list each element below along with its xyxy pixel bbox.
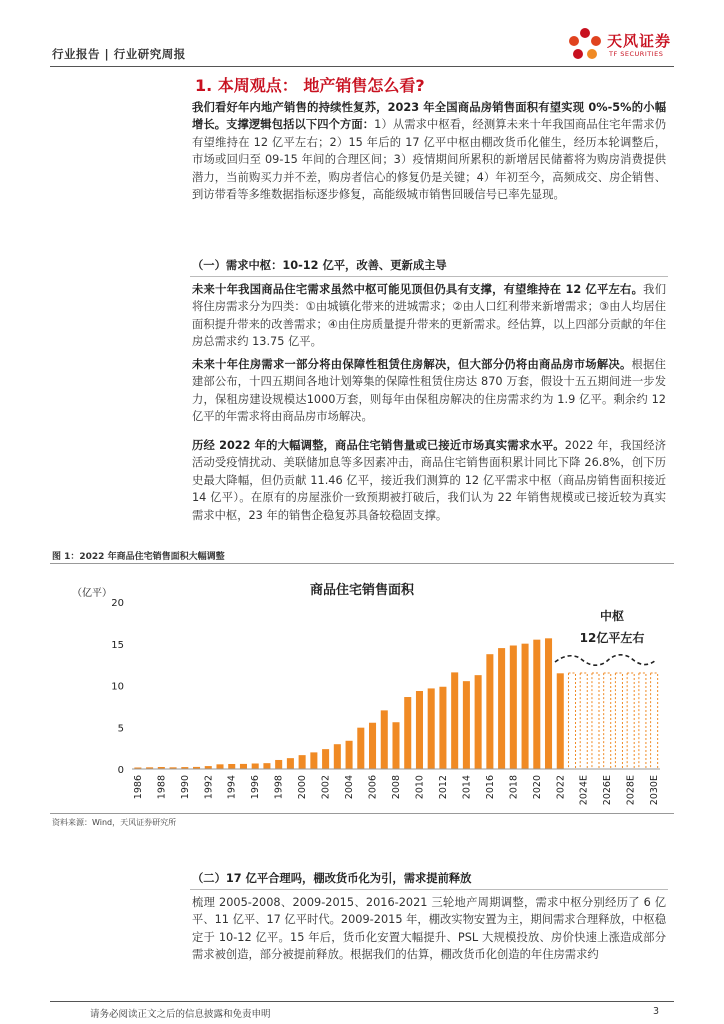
chart-bar xyxy=(310,752,317,769)
chart-x-tick-label: 1992 xyxy=(203,775,215,800)
page-number: 3 xyxy=(653,1006,660,1017)
chart-x-tick-label: 2008 xyxy=(391,775,402,800)
sub1-p1-bold: 未来十年我国商品住宅需求虽然中枢可能见顶但仍具有支撑，有望维持在 12 亿平左右。 xyxy=(192,283,644,296)
footer-disclaimer: 请务必阅读正文之后的信息披露和免责申明 xyxy=(90,1009,271,1020)
logo-text-cn: 天风证券 xyxy=(607,32,672,50)
chart-bar xyxy=(545,638,552,769)
chart-bar-forecast xyxy=(568,673,575,769)
figure-top-divider xyxy=(50,563,674,564)
brand-logo xyxy=(565,24,675,66)
figure-source: 资料来源：Wind，天风证券研究所 xyxy=(52,818,177,827)
chart-bar xyxy=(475,675,482,769)
chart-bar xyxy=(322,749,329,769)
chart-bar xyxy=(498,648,505,769)
sub1-title: （一）需求中枢：10-12 亿平，改善、更新成主导 xyxy=(192,259,447,272)
header-report-type: 行业报告 | 行业研究周报 xyxy=(52,47,186,61)
chart-bar xyxy=(392,722,399,769)
chart-bar xyxy=(228,764,235,769)
chart-x-tick-label: 2016 xyxy=(484,775,496,800)
chart-bar-forecast xyxy=(580,673,587,769)
sub1-p3-bold: 历经 2022 年的大幅调整，商品住宅销售量或已接近市场真实需求水平。 xyxy=(192,439,565,452)
chart-y-tick-label: 5 xyxy=(117,723,124,735)
footer-divider xyxy=(50,1001,674,1002)
chart-bar xyxy=(451,672,458,769)
chart-bar xyxy=(346,741,353,769)
chart-x-tick-label: 2010 xyxy=(414,775,426,800)
intro-bold: 我们看好年内地产销售的持续性复苏，2023 年全国商品房销售面积有望实现 0%-5%的小幅增长。支撑逻辑包括以下四个方面： xyxy=(192,101,666,132)
sub1-p3-text: 2022 年，我国经济活动受疫情扰动、美联储加息等多因素冲击，商品住宅销售面积累计同比下降 26.8%，创下历史最大降幅，但仍贡献 11.46 亿平，接近我们测算的 12 亿平需求中枢（商品房销售面积接近 14 亿平）。在原有的房屋涨价一致预期被打破后，我们认为 22 年销售规模或已接近较为真实需求中枢，23 年的销售企稳复苏具备较稳固支撑。 xyxy=(192,439,667,522)
chart-x-tick-label: 1996 xyxy=(250,775,262,800)
chart-x-tick-label: 1988 xyxy=(156,775,168,800)
chart-bar xyxy=(299,755,306,769)
chart-x-tick-label: 1990 xyxy=(179,775,191,800)
chart-x-tick-label: 2004 xyxy=(344,775,356,800)
sales-area-chart xyxy=(50,570,674,812)
chart-bar xyxy=(369,723,376,769)
chart-bar xyxy=(557,673,564,769)
chart-center-wave xyxy=(555,655,656,665)
sub2-paragraph-1: 梳理 2005-2008、2009-2015、2016-2021 三轮地产周期调整，需求中枢分别经历了 6 亿平、11 亿平、17 亿平时代。2009-2015 年，棚改实物安置为主，期间需求合理释放，中枢稳定于 10-12 亿平。15 年后，货币化安置大幅提升、PSL 大规模投放、房价快速上涨造成部分需求被创造，部分被提前释放。根据我们的估算，棚改货币化创造的年住房需求约 xyxy=(192,896,666,962)
chart-bar xyxy=(416,691,423,769)
chart-y-axis-label: （亿平） xyxy=(72,588,112,599)
chart-bar xyxy=(334,744,341,769)
chart-x-tick-label: 2028E xyxy=(625,775,637,806)
figure-caption: 图 1：2022 年商品住宅销售面积大幅调整 xyxy=(52,552,225,562)
chart-bar xyxy=(439,687,446,769)
chart-x-tick-label: 2018 xyxy=(508,775,520,800)
chart-bar-forecast xyxy=(639,673,646,769)
chart-y-tick-label: 20 xyxy=(111,598,124,609)
chart-x-tick-label: 1994 xyxy=(226,775,238,800)
sub1-p2-bold: 未来十年住房需求一部分将由保障性租赁住房解决，但大部分仍将由商品房市场解决。 xyxy=(192,358,632,371)
intro-paragraph xyxy=(192,99,666,203)
chart-bar-forecast xyxy=(615,673,622,769)
chart-x-tick-label: 1986 xyxy=(132,775,144,800)
chart-bar xyxy=(381,710,388,769)
section-title: 1. 本周观点： 地产销售怎么看? xyxy=(195,76,425,95)
figure-bottom-divider xyxy=(50,813,674,814)
chart-bar xyxy=(463,681,470,769)
sub2-divider xyxy=(190,889,668,890)
logo-flower-icon xyxy=(565,24,605,64)
sub1-divider xyxy=(190,276,668,277)
chart-annotation-line-2: 12亿平左右 xyxy=(579,631,645,645)
chart-x-tick-label: 2006 xyxy=(367,775,379,800)
chart-x-tick-label: 2026E xyxy=(602,775,614,806)
chart-y-tick-label: 10 xyxy=(111,681,124,693)
chart-bar xyxy=(533,640,540,769)
sub1-paragraph-1 xyxy=(192,281,666,351)
chart-x-tick-label: 2030E xyxy=(649,775,661,806)
chart-bar xyxy=(404,697,411,769)
chart-bar xyxy=(216,764,223,769)
intro-text: 1）从需求中枢看，经测算未来十年我国商品住宅年需求仍有望维持在 12 亿平左右；2）15 年后的 17 亿平中枢由棚改货币化催生，经历本轮调整后，市场或回归至 09-15 年间的合理区间；3）疫情期间所累积的新增居民储蓄将为购房消费提供潜力，当前购买力并不差，购房者信心的修复仍是关键；4）年初至今，高频成交、房企销售、到访带看等多维数据指标逐步修复，高能级城市销售回暖信号已率先显现。 xyxy=(192,118,666,202)
chart-bar xyxy=(252,763,259,769)
chart-x-tick-label: 2014 xyxy=(461,775,473,800)
chart-y-tick-label: 0 xyxy=(117,765,124,776)
chart-bar xyxy=(275,760,282,769)
chart-bar xyxy=(357,728,364,769)
chart-annotation-line-1: 中枢 xyxy=(599,609,625,623)
sub2-title: （二）17 亿平合理吗，棚改货币化为引，需求提前释放 xyxy=(192,872,472,885)
header-divider xyxy=(50,66,674,67)
chart-title: 商品住宅销售面积 xyxy=(309,583,415,598)
chart-x-tick-label: 2012 xyxy=(437,775,449,800)
chart-x-tick-label: 2020 xyxy=(531,775,543,800)
chart-x-tick-label: 1998 xyxy=(273,775,285,800)
chart-bar xyxy=(428,688,435,769)
sub1-p1-text: 我们将住房需求分为四类：①由城镇化带来的进城需求；②由人口红利带来新增需求；③由人均居住面积提升带来的改善需求；④由住房质量提升带来的更新需求。经估算，以上四部分贡献的年住房总需求约 13.75 亿平。 xyxy=(192,283,666,349)
chart-bar xyxy=(263,763,270,769)
chart-x-tick-label: 2000 xyxy=(297,775,309,800)
chart-bar-forecast xyxy=(651,673,658,769)
chart-bar xyxy=(522,644,529,769)
chart-bar xyxy=(486,654,493,769)
sub1-paragraph-2 xyxy=(192,356,666,426)
chart-x-tick-label: 2022 xyxy=(555,775,567,800)
sub1-p2-text: 根据住建部公布，十四五期间各地计划筹集的保障性租赁住房达 870 万套，假设十五五期间进一步发力，保租房建设规模达1000万套，则每年由保租房解决的住房需求约为 1.9 亿平。剩余约 12 亿平的年需求将由商品房市场解决。 xyxy=(192,358,666,424)
chart-y-tick-label: 15 xyxy=(111,639,124,651)
chart-bar-forecast xyxy=(592,673,599,769)
chart-x-tick-label: 2024E xyxy=(578,775,590,806)
chart-bar-forecast xyxy=(627,673,634,769)
sub1-paragraph-3 xyxy=(192,437,666,524)
chart-x-tick-label: 2002 xyxy=(320,775,332,800)
chart-bar xyxy=(510,646,517,770)
chart-bar xyxy=(287,758,294,769)
chart-bar-forecast xyxy=(604,673,611,769)
logo-text-en: TF SECURITIES xyxy=(609,50,664,58)
chart-bar xyxy=(240,764,247,769)
